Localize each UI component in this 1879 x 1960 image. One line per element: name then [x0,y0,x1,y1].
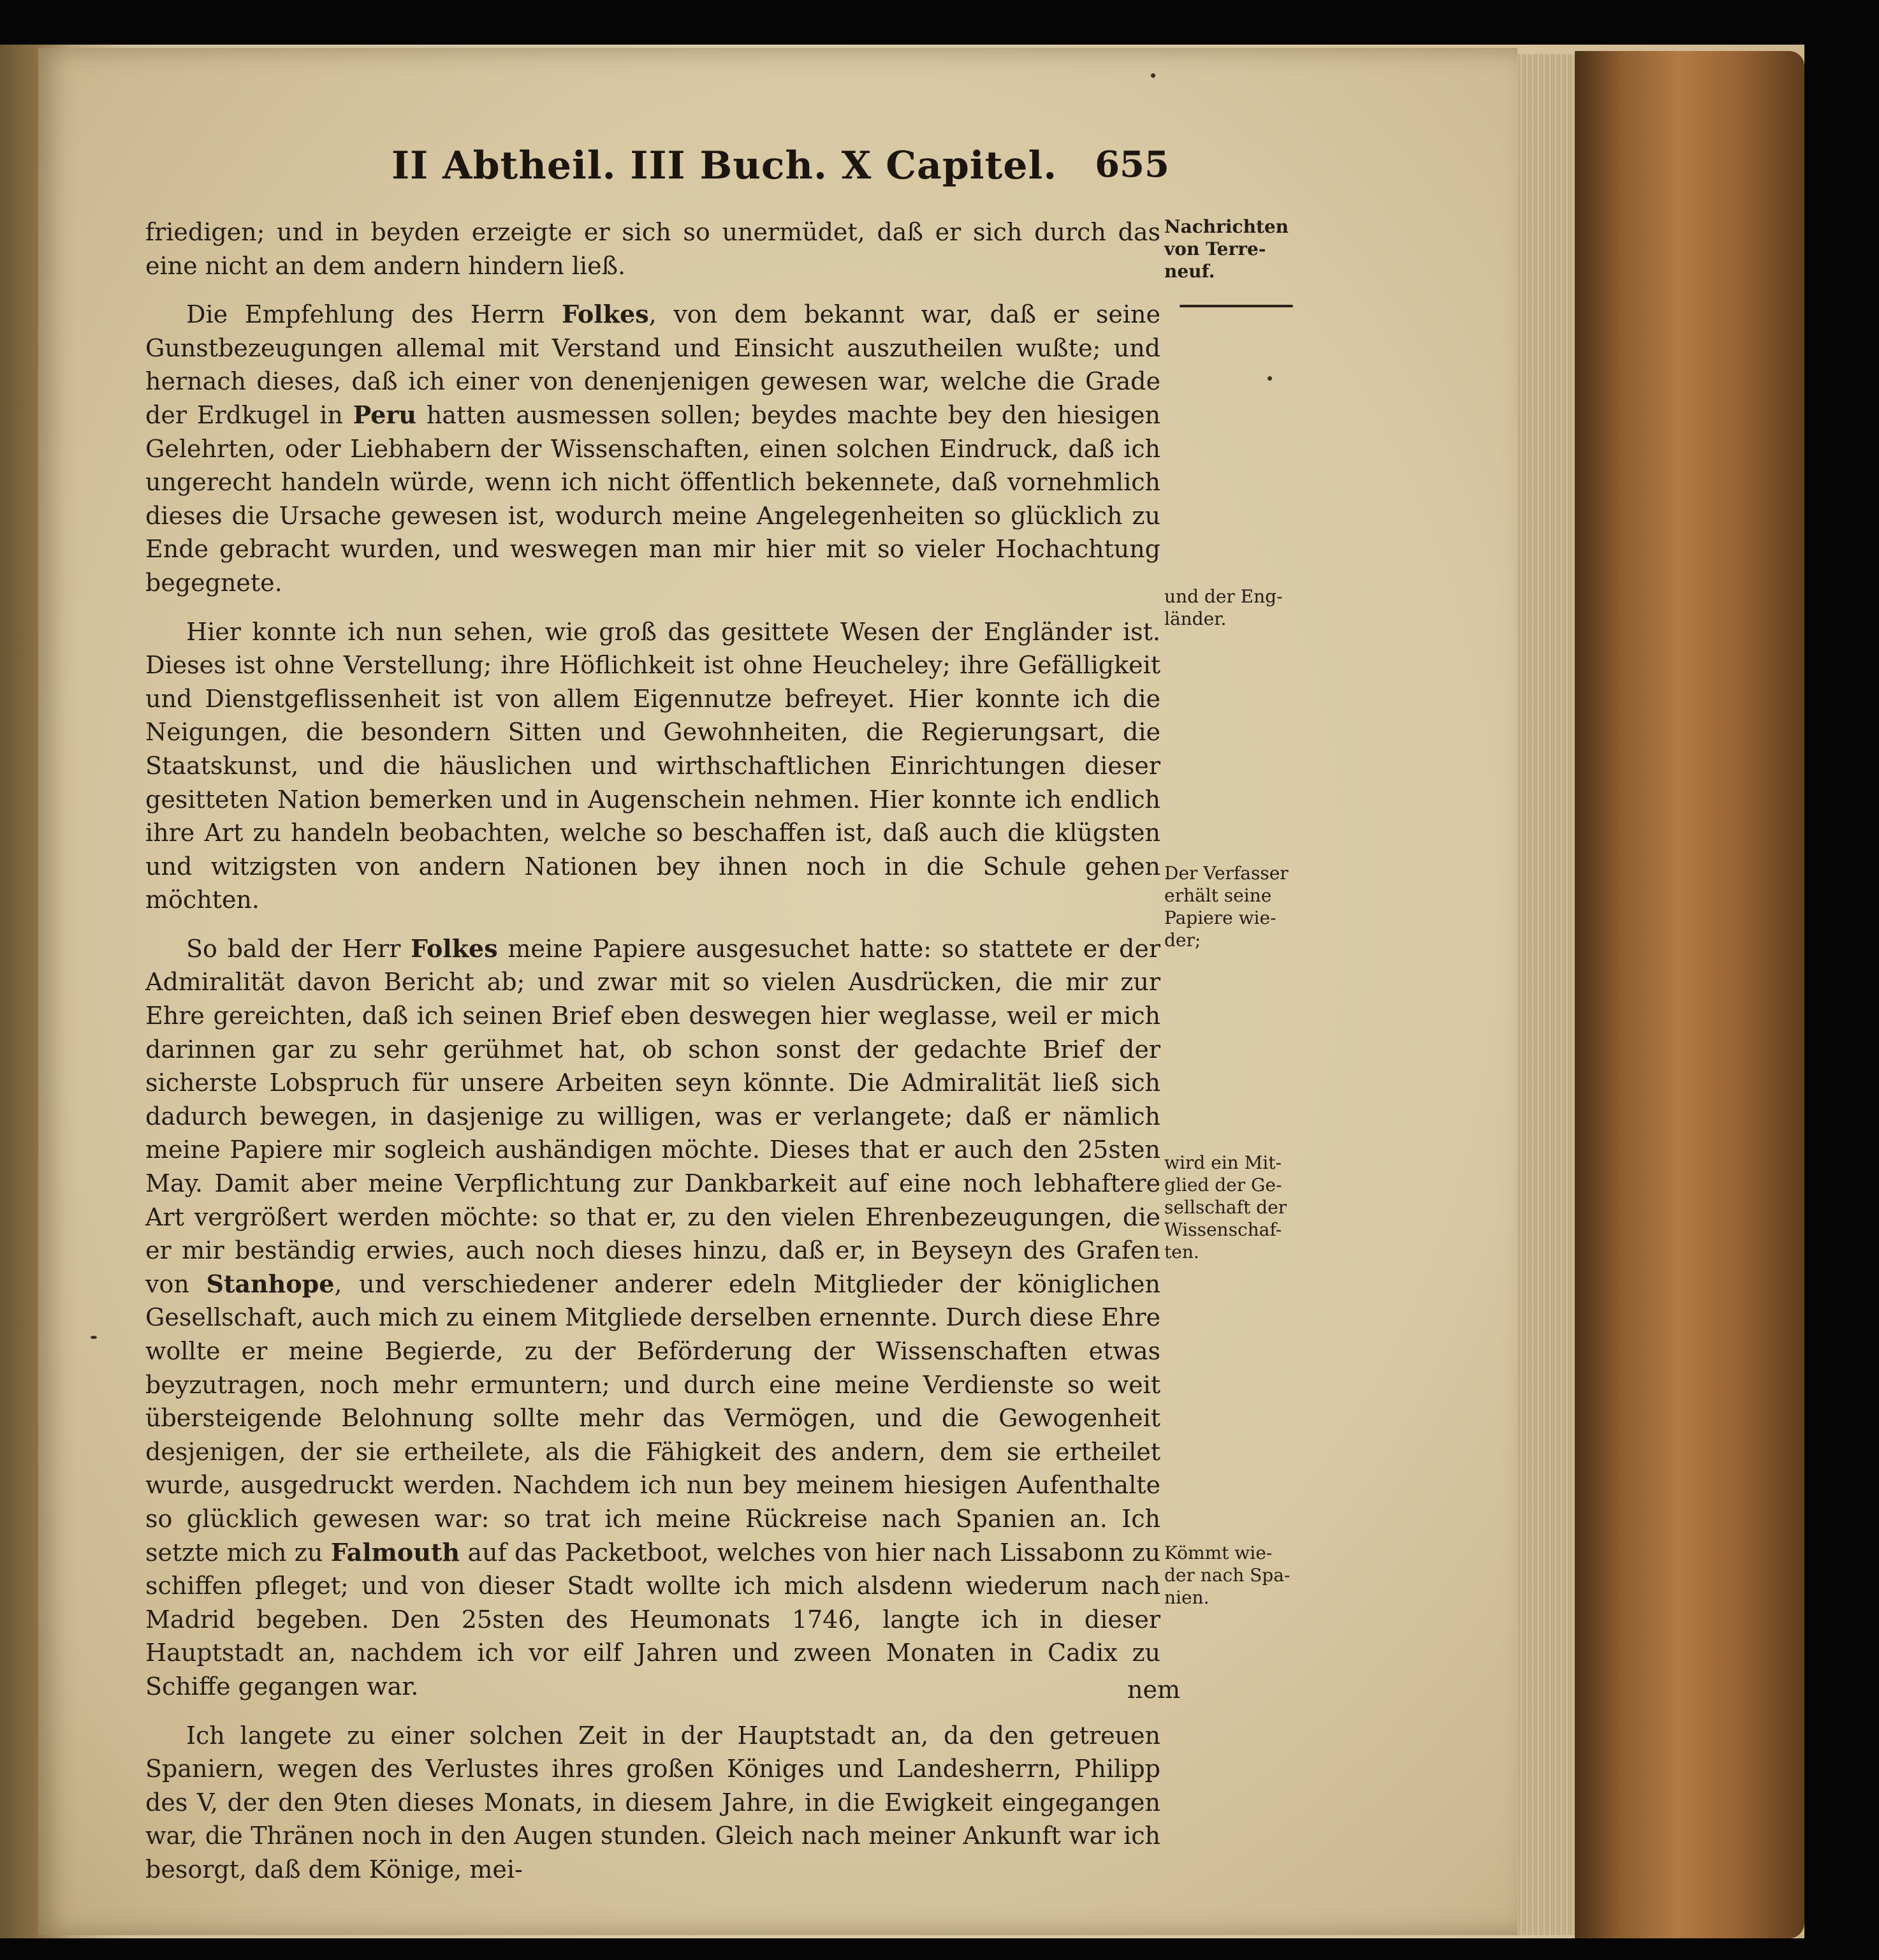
paragraph [145,216,1160,282]
margin-note-line: sellschaft der [1164,1197,1287,1218]
margin-note-papiere [1164,862,1305,951]
page-header [391,143,1169,201]
text-run: , von dem bekannt war, daß er seine Gunstbezeugungen allemal mit Verstand und Einsicht auszutheilen wußte; und hernach dieses, daß ich einer von denenjenigen gewesen war, welche die Grade der Erdkugel in [145,300,1160,429]
margin-note-terreneuf [1164,216,1305,282]
text-run: auf das Packetboot, welches von hier nach Lissabonn zu schiffen pfleget; und von dieser Stadt wollte ich mich alsdenn wiederum nach Madrid begeben. Den 25sten des Heumonats 1746, langte ich in dieser Hauptstadt an, nachdem ich vor eilf Jahren und zween Monaten in Cadix zu Schiffe gegangen war. [145,1538,1160,1700]
leather-cover [1575,51,1804,1938]
margin-note-line: erhält seine [1164,885,1272,906]
page-fore-edge [1517,54,1575,1935]
emphasized-name: Folkes [411,933,498,963]
page-number: 655 [1095,143,1169,186]
paragraph [145,1719,1160,1887]
text-run: Die Empfehlung des Herrn [186,300,562,329]
paper-speck [1268,376,1272,381]
paragraph [145,615,1160,917]
emphasized-name: Stanhope [206,1269,335,1298]
text-run: friedigen; und in beyden erzeigte er sich so unermüdet, daß er sich durch das eine nicht an dem andern hindern ließ. [145,218,1160,280]
text-run: Hier konnte ich nun sehen, wie groß das gesittete Wesen der Engländer ist. Dieses ist ohne Verstellung; ihre Höflichkeit ist ohne Heucheley; ihre Gefälligkeit und Dienstgeflissenheit ist von allem Eigennutze befreyet. Hier konnte ich die Neigungen, die besondern Sitten und Gewohnheiten, die Regierungsart, die Staatskunst, und die häuslichen und wirthschaftlichen Einrichtungen dieser gesitteten Nation bemerken und in Augenschein nehmen. Hier konnte ich endlich ihre Art zu handeln beobachten, welche so beschaffen ist, daß auch die klügsten und witzigsten von andern Nationen bey ihnen noch in die Schule gehen möchten. [145,617,1160,914]
margin-note-line: neuf. [1164,261,1215,282]
margin-note-line: von Terre- [1164,238,1266,260]
running-title: II Abtheil. III Buch. X Capitel. [391,143,1058,188]
margin-note-spanien [1164,1542,1305,1609]
paper-speck [91,1336,97,1339]
text-run: , und verschiedener anderer edeln Mitglieder der königlichen Gesellschaft, auch mich zu einem Mitgliede derselben ernennte. Durch diese Ehre wollte er meine Begierde, zu der Beförderung der Wissenschaften etwas beyzutragen, noch mehr ermuntern; und durch eine meine Verdienste so weit übersteigende Belohnung sollte mehr das Vermögen, und die Gewogenheit desjenigen, der sie ertheilete, als die Fähigkeit des andern, dem sie ertheilet wurde, ausgedruckt werden. Nachdem ich nun bey meinem hiesigen Aufenthalte so glücklich gewesen war: so trat ich meine Rückreise nach Spanien an. Ich setzte mich zu [145,1269,1160,1567]
margin-note-line: und der Eng- [1164,586,1283,607]
margin-note-line: Papiere wie- [1164,907,1276,928]
text-run: So bald der Herr [186,934,411,963]
margin-note-line: Der Verfasser [1164,863,1289,884]
margin-note-line: wird ein Mit- [1164,1152,1282,1173]
margin-note-line: nien. [1164,1587,1210,1608]
emphasized-name: Falmouth [330,1537,460,1567]
margin-note-line: glied der Ge- [1164,1174,1282,1196]
emphasized-name: Peru [353,400,417,429]
margin-note-line: länder. [1164,608,1227,629]
emphasized-name: Folkes [562,300,649,329]
margin-note-englaender [1164,585,1305,630]
body-text [145,216,1160,1902]
text-run: hatten ausmessen sollen; beydes machte bey den hiesigen Gelehrten, oder Liebhabern der Wissenschaften, einen solchen Eindruck, daß ich ungerecht handeln würde, wenn ich nicht öffentlich bekennete, daß vornehmlich dieses die Ursache gewesen ist, wodurch meine Angelegenheiten so glücklich zu Ende gebracht wurden, und weswegen man mir hier mit so vieler Hochachtung begegnete. [145,400,1160,597]
text-run: meine Papiere ausgesuchet hatte: so stattete er der Admiralität davon Bericht ab; und zwar mit so vielen Ausdrücken, die mir zur Ehre gereichten, daß ich seinen Brief eben deswegen hier weglasse, weil er mich darinnen gar zu sehr gerühmet hat, ob schon sonst der gedachte Brief der sicherste Lobspruch für unsere Arbeiten seyn könnte. Die Admiralität ließ sich dadurch bewegen, in dasjenige zu willigen, was er verlangete; daß er nämlich meine Papiere mir sogleich aushändigen möchte. Dieses that er auch den 25sten May. Damit aber meine Verpflichtung zur Dankbarkeit auf eine noch lebhaftere Art vergrößert werden möchte: so that er, zu den vielen Ehrenbezeugungen, die er mir beständig erwies, auch noch dieses hinzu, daß er, in Beyseyn des Grafen von [145,934,1160,1298]
margin-note-line: Wissenschaf- [1164,1219,1282,1240]
margin-note-line: Kömmt wie- [1164,1542,1273,1563]
text-run: Ich langete zu einer solchen Zeit in der Hauptstadt an, da den getreuen Spaniern, wegen des Verlustes ihres großen Königes und Landesherrn, Philipp des V, der den 9ten dieses Monats, in diesem Jahre, in die Ewigkeit eingegangen war, die Thränen noch in den Augen stunden. Gleich nach meiner Ankunft war ich besorgt, daß dem Könige, mei- [145,1721,1160,1883]
paper-speck [1151,73,1155,78]
margin-note-line: Nachrichten [1164,216,1289,237]
margin-note-mitglied [1164,1152,1305,1263]
margin-note-line: der; [1164,930,1201,951]
paragraph [145,932,1160,1704]
paragraph [145,298,1160,599]
margin-rule [1180,305,1293,307]
catchword: nem [1127,1676,1180,1704]
margin-note-line: ten. [1164,1241,1199,1262]
margin-note-line: der nach Spa- [1164,1565,1290,1586]
